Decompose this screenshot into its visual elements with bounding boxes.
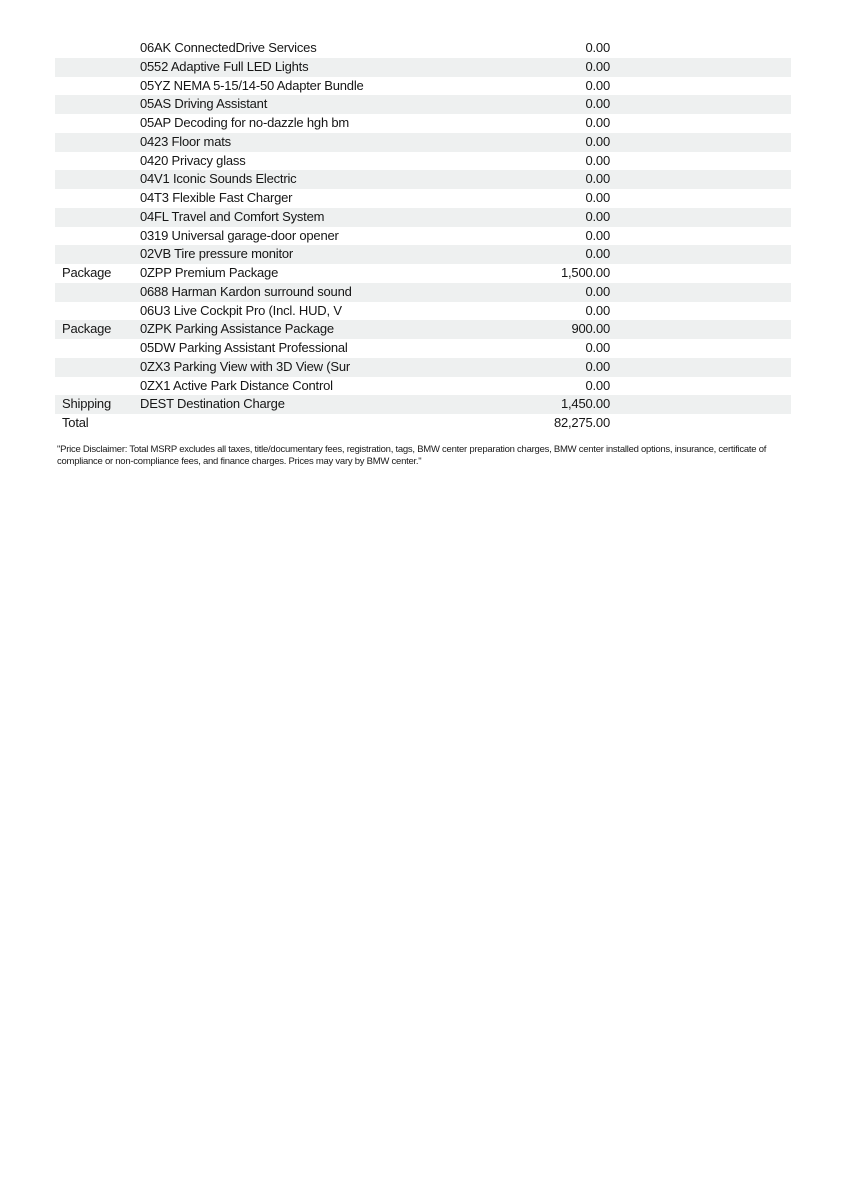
row-spacer: [610, 95, 791, 114]
row-spacer: [610, 208, 791, 227]
row-price: 0.00: [585, 208, 610, 224]
row-spacer: [610, 152, 791, 171]
table-row: [55, 358, 791, 377]
row-group-label: [55, 39, 140, 58]
row-spacer: [610, 39, 791, 58]
row-price: 0.00: [585, 227, 610, 243]
table-row: [55, 339, 791, 358]
row-item-label: 0688 Harman Kardon surround sound: [140, 283, 352, 299]
row-item-label: 0ZX3 Parking View with 3D View (Sur: [140, 358, 351, 374]
row-spacer: [610, 395, 791, 414]
row-item-label: 0319 Universal garage-door opener: [140, 227, 339, 243]
table-row: [55, 39, 791, 58]
row-spacer: [610, 414, 791, 433]
row-price: 1,500.00: [560, 265, 610, 280]
row-group-label: [55, 302, 140, 321]
row-item-label: 04FL Travel and Comfort System: [140, 208, 325, 224]
table-row: [55, 170, 791, 189]
row-spacer: [610, 377, 791, 396]
row-price: 0.00: [585, 77, 610, 93]
table-row: [55, 264, 791, 283]
row-price: 0.00: [585, 340, 610, 355]
table-row: [55, 377, 791, 396]
row-spacer: [610, 302, 791, 321]
row-group-label: Shipping: [62, 396, 111, 412]
row-item-label: 0ZPK Parking Assistance Package: [140, 321, 334, 337]
row-price: 0.00: [585, 58, 610, 74]
row-item-label: 0ZPP Premium Package: [140, 265, 279, 280]
row-price: 0.00: [585, 152, 610, 168]
row-item-label: 0ZX1 Active Park Distance Control: [140, 377, 333, 393]
row-spacer: [610, 339, 791, 358]
row-group-label: [55, 377, 140, 396]
table-row: [55, 189, 791, 208]
row-group-label: [55, 114, 140, 133]
row-item-label: 05YZ NEMA 5-15/14-50 Adapter Bundle: [140, 77, 364, 93]
row-item-label: 0552 Adaptive Full LED Lights: [140, 58, 309, 74]
row-price: 0.00: [585, 171, 610, 187]
row-spacer: [610, 358, 791, 377]
row-group-label: [55, 245, 140, 264]
row-item-label: [140, 414, 519, 433]
row-price: 0.00: [585, 96, 610, 112]
row-item-label: 06AK ConnectedDrive Services: [140, 40, 317, 55]
row-price: 0.00: [585, 377, 610, 393]
row-price: 82,275.00: [553, 415, 610, 430]
table-row: [55, 95, 791, 114]
row-group-label: Package: [62, 265, 112, 280]
row-item-label: 0423 Floor mats: [140, 133, 231, 149]
row-group-label: [55, 170, 140, 189]
row-price: 0.00: [585, 358, 610, 374]
table-row: [55, 152, 791, 171]
row-item-label: 05AP Decoding for no-dazzle hgh bm: [140, 115, 350, 130]
table-row: [55, 245, 791, 264]
row-item-label: 0420 Privacy glass: [140, 152, 246, 168]
row-price: 0.00: [585, 246, 610, 262]
row-price: 0.00: [585, 190, 610, 205]
table-row: [55, 320, 791, 339]
row-price: 0.00: [585, 302, 610, 318]
row-item-label: 05AS Driving Assistant: [140, 96, 268, 112]
row-group-label: [55, 358, 140, 377]
table-row: [55, 133, 791, 152]
row-spacer: [610, 227, 791, 246]
row-price: 0.00: [585, 283, 610, 299]
table-row: [55, 77, 791, 96]
row-spacer: [610, 264, 791, 283]
row-spacer: [610, 114, 791, 133]
price-disclaimer: "Price Disclaimer: Total MSRP excludes all taxes, title/documentary fees, registration, tags, BMW center preparation charges, BMW center installed options, insurance, certificate of compliance or non-compliance fees, and finance charges. Prices may vary by BMW center.": [57, 444, 767, 467]
row-price: 0.00: [585, 40, 610, 55]
table-row: [55, 58, 791, 77]
row-item-label: DEST Destination Charge: [140, 396, 285, 412]
row-price: 900.00: [571, 321, 610, 337]
row-spacer: [610, 58, 791, 77]
row-group-label: [55, 283, 140, 302]
row-group-label: Total: [62, 415, 89, 430]
table-row: [55, 283, 791, 302]
row-spacer: [610, 189, 791, 208]
row-item-label: 02VB Tire pressure monitor: [140, 246, 294, 262]
row-group-label: [55, 95, 140, 114]
table-row: [55, 395, 791, 414]
options-price-table: [55, 39, 791, 433]
table-row: [55, 227, 791, 246]
row-item-label: 04T3 Flexible Fast Charger: [140, 190, 293, 205]
row-spacer: [610, 77, 791, 96]
row-spacer: [610, 283, 791, 302]
row-group-label: [55, 227, 140, 246]
table-row: [55, 302, 791, 321]
row-group-label: [55, 133, 140, 152]
row-item-label: 05DW Parking Assistant Professional: [140, 340, 348, 355]
row-group-label: [55, 208, 140, 227]
row-item-label: 04V1 Iconic Sounds Electric: [140, 171, 297, 187]
row-group-label: [55, 339, 140, 358]
row-item-label: 06U3 Live Cockpit Pro (Incl. HUD, V: [140, 302, 342, 318]
table-row: [55, 414, 791, 433]
row-spacer: [610, 170, 791, 189]
table-row: [55, 114, 791, 133]
row-group-label: [55, 77, 140, 96]
table-row: [55, 208, 791, 227]
row-spacer: [610, 320, 791, 339]
row-group-label: [55, 189, 140, 208]
row-group-label: Package: [62, 321, 112, 337]
row-price: 0.00: [585, 115, 610, 130]
row-group-label: [55, 58, 140, 77]
row-price: 1,450.00: [560, 396, 610, 412]
row-spacer: [610, 133, 791, 152]
row-price: 0.00: [585, 133, 610, 149]
row-group-label: [55, 152, 140, 171]
row-spacer: [610, 245, 791, 264]
